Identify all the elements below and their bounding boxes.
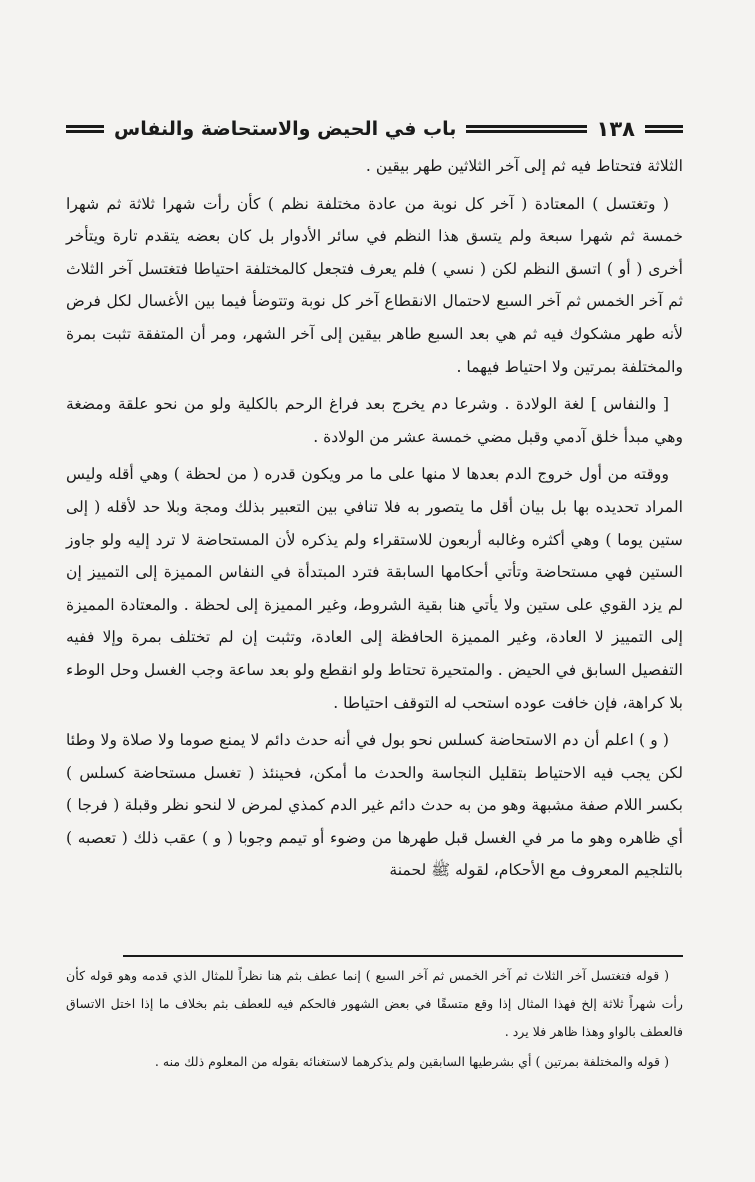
footnotes xyxy=(66,962,683,1076)
chapter-title: باب في الحيض والاستحاضة والنفاس xyxy=(114,118,457,140)
page-number: ١٣٨ xyxy=(596,117,635,141)
running-header xyxy=(66,112,683,146)
header-rule-end xyxy=(66,125,104,133)
footnote: ( قوله والمختلفة بمرتين ) أي بشرطيها السابقين ولم يذكرهما لاستغنائه بقوله من المعلوم ذلك منه . xyxy=(154,1054,669,1069)
main-text xyxy=(66,150,683,892)
paragraph: [ والنفاس ] لغة الولادة . وشرعا دم يخرج بعد فراغ الرحم بالكلية ولو من نحو علقة ومضغة وهي مبدأ خلق آدمي وقبل مضي خمسة عشر من الولادة . xyxy=(66,395,683,446)
header-rule-long xyxy=(466,125,586,133)
header-rule-short xyxy=(645,125,683,133)
paragraph: ووقته من أول خروج الدم بعدها لا منها على ما مر ويكون قدره ( من لحظة ) وهي أقله وليس المراد تحديده بها بل بيان أقل ما يتصور به فلا تنافي بين التعبير بذلك ومجة وبلا حد لأقله ( إلى ستين يوما ) وهي أكثره وغالبه أربعون للاستقراء ولم يذكره لأن المستحاضة لا ترد إليه ولو جاوز الستين فهي مستحاضة وتأتي أحكامها السابقة فترد المبتدأة في النفاس المميزة إلى التمييز إن لم يزد القوي على ستين ولا يأتي هنا بقية الشروط، وغير المميزة إلى لحظة . والمعتادة المميزة إلى التمييز لا العادة، وغير المميزة الحافظة إلى العادة، وتثبت إن لم تختلف بمرة وإلا ففيه التفصيل السابق في الحيض . والمتحيرة تحتاط ولو انقطع ولو بعد ساعة وجب الغسل وحل الوطء بلا كراهة، فإن خافت عوده استحب له التوقف احتياطا . xyxy=(66,465,683,712)
footnote-divider xyxy=(123,955,683,957)
paragraph: ( وتغتسل ) المعتادة ( آخر كل نوبة من عادة مختلفة نظم ) كأن رأت شهرا ثلاثة ثم شهرا خمسة ثم شهرا سبعة ولم يتسق هذا النظم في سائر الأدوار بل كان بعضه يتقدم تارة ويتأخر أخرى ( أو ) اتسق النظم لكن ( نسي ) فلم يعرف فتجعل كالمختلفة احتياطا فتغتسل آخر الثلاث ثم آخر الخمس ثم آخر السبع لاحتمال الانقطاع آخر كل نوبة وتتوضأ فيما بين الأغسال لكل فرض لأنه طهر مشكوك فيه ثم هي بعد السبع طاهر بيقين إلى آخر الشهر، ومر أن المتفقة تثبت بمرة والمختلفة بمرتين ولا احتياط فيهما . xyxy=(66,194,683,376)
paragraph: ( و ) اعلم أن دم الاستحاضة كسلس نحو بول في أنه حدث دائم لا يمنع صوما ولا صلاة ولا وطئا لكن يجب فيه الاحتياط بتقليل النجاسة والحدث ما أمكن، فحينئذ ( تغسل مستحاضة كسلس ) بكسر اللام صفة مشبهة وهو من به حدث دائم غير الدم كمذي لمرض لا لنحو نظر وقبلة ( فرجا ) أي ظاهره وهو ما مر في الغسل قبل طهرها من وضوء أو تيمم وجوبا ( و ) عقب ذلك ( تعصبه ) بالتلجيم المعروف مع الأحكام، لقوله ﷺ لحمنة xyxy=(66,731,683,880)
footnote: ( قوله فتغتسل آخر الثلاث ثم آخر الخمس ثم آخر السبع ) إنما عطف بثم هنا نظراً للمثال الذي قدمه وهو قوله كأن رأت شهراً ثلاثة إلخ فهذا المثال إذا وقع متسقًا في بعض الشهور فالحكم فيه للعطف بثم بخلاف ما إذا اختل الاتساق فالعطف بالواو وهذا ظاهر فلا يرد . xyxy=(66,968,683,1039)
paragraph: الثلاثة فتحتاط فيه ثم إلى آخر الثلاثين طهر بيقين . xyxy=(365,157,683,175)
